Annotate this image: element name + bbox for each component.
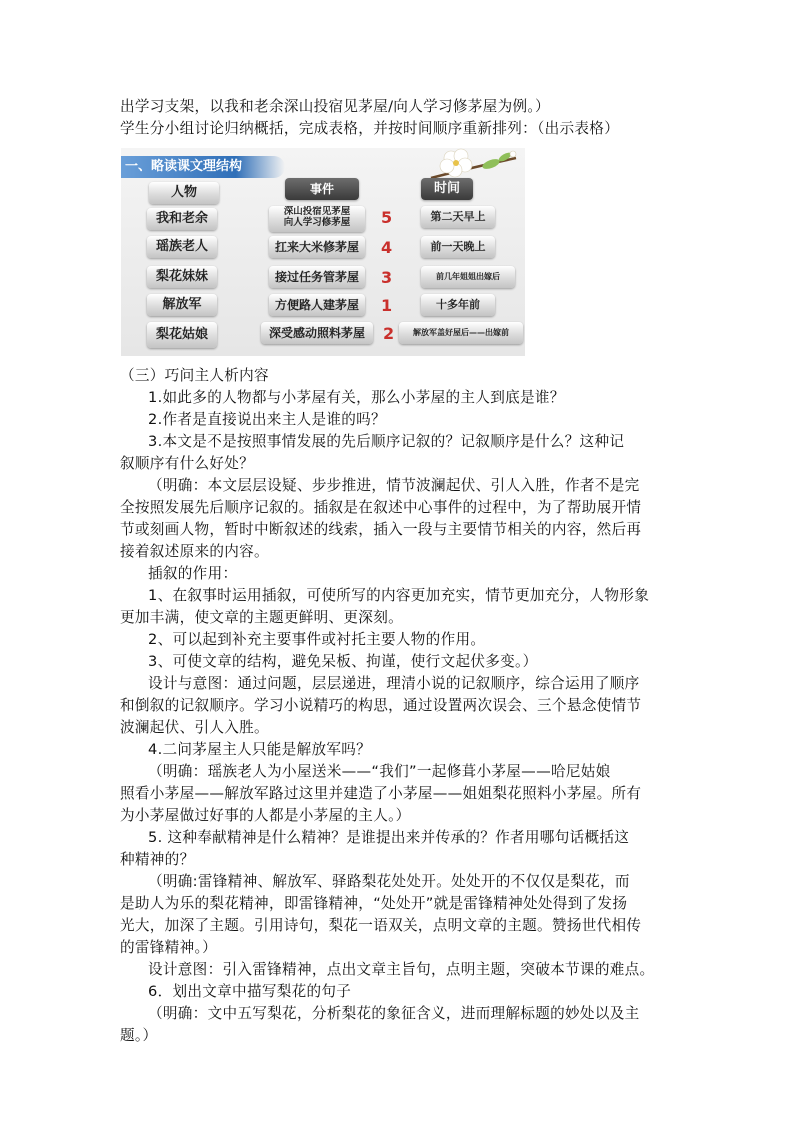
- text-line: 设计意图：引入雷锋精神，点出文章主旨句，点明主题，突破本节课的难点。: [148, 961, 655, 978]
- text-line: 接着叙述原来的内容。: [120, 543, 269, 560]
- slide-banner: 一、略读课文理结构: [121, 156, 285, 178]
- row-time: 第二天早上: [421, 206, 495, 228]
- header-person: 人物: [149, 182, 219, 204]
- text-line: 1.如此多的人物都与小茅屋有关，那么小茅屋的主人到底是谁？: [148, 389, 565, 406]
- text-line: 4.二问茅屋主人只能是解放军吗？: [148, 741, 372, 758]
- row-time: 前几年姐姐出嫁后: [421, 266, 515, 288]
- row-time: 十多年前: [421, 294, 495, 316]
- row-event: 深受感动照料茅屋: [261, 322, 373, 344]
- text-line: 出学习支架，以我和老余深山投宿见茅屋/向人学习修茅屋为例。）: [120, 98, 550, 115]
- structure-table-slide: [121, 148, 525, 356]
- row-event: 方便路人建茅屋: [269, 294, 365, 316]
- text-line: （明确:雷锋精神、解放军、驿路梨花处处开。处处开的不仅仅是梨花，而: [148, 873, 630, 890]
- row-event: 扛来大米修茅屋: [269, 236, 365, 258]
- text-line: 叙顺序有什么好处？: [120, 455, 255, 472]
- text-line: 学生分小组讨论归纳概括，完成表格，并按时间顺序重新排列：（出示表格）: [120, 120, 620, 137]
- row-order-number: 4: [381, 238, 393, 257]
- row-person: 瑶族老人: [147, 236, 217, 258]
- text-line: 更加丰满，使文章的主题更鲜明、更深刻。: [120, 609, 403, 626]
- text-line: （明确：瑶族老人为小屋送米——“我们”一起修葺小茅屋——哈尼姑娘: [148, 763, 611, 780]
- header-time: 时间: [421, 178, 473, 200]
- row-order-number: 1: [381, 296, 393, 315]
- text-line: （明确：本文层层设疑、步步推进，情节波澜起伏、引人入胜，作者不是完: [148, 477, 640, 494]
- text-line: 3、可使文章的结构，避免呆板、拘谨，使行文起伏多变。）: [148, 653, 538, 670]
- text-line: 2、可以起到补充主要事件或衬托主要人物的作用。: [148, 631, 486, 648]
- row-time: 解放军盖好屋后——出嫁前: [399, 322, 523, 344]
- row-order-number: 2: [383, 324, 395, 343]
- row-time: 前一天晚上: [421, 236, 495, 258]
- text-line: 设计与意图：通过问题，层层递进，理清小说的记叙顺序，综合运用了顺序: [148, 675, 640, 692]
- text-line: 3.本文是不是按照事情发展的先后顺序记叙的？记叙顺序是什么？这种记: [148, 433, 625, 450]
- text-line: （明确：文中五写梨花，分析梨花的象征含义，进而理解标题的妙处以及主: [148, 1005, 640, 1022]
- text-line: 全按照发展先后顺序记叙的。插叙是在叙述中心事件的过程中，为了帮助展开情: [120, 499, 642, 516]
- text-line: 6．划出文章中描写梨花的句子: [148, 983, 352, 1000]
- row-order-number: 3: [381, 268, 393, 287]
- text-line: 2.作者是直接说出来主人是谁的吗？: [148, 411, 386, 428]
- text-line: 5. 这种奉献精神是什么精神？是谁提出来并传承的？作者用哪句话概括这: [148, 829, 630, 846]
- row-event: 接过任务管茅屋: [269, 266, 365, 288]
- text-line: 为小茅屋做过好事的人都是小茅屋的主人。）: [120, 807, 411, 824]
- text-line: 波澜起伏、引人入胜。: [120, 719, 269, 736]
- row-person: 梨花姑娘: [147, 322, 217, 348]
- text-line: 照看小茅屋——解放军路过这里并建造了小茅屋——姐姐梨花照料小茅屋。所有: [120, 785, 642, 802]
- row-event: 深山投宿见茅屋 向人学习修茅屋: [269, 206, 365, 232]
- row-order-number: 5: [381, 208, 393, 227]
- row-person: 解放军: [147, 294, 217, 316]
- text-line: 光大，加深了主题。引用诗句，梨花一语双关，点明文章的主题。赞扬世代相传: [120, 917, 642, 934]
- text-line: 题。）: [120, 1027, 158, 1044]
- text-line: 种精神的？: [120, 851, 195, 868]
- text-line: 插叙的作用：: [148, 565, 238, 582]
- row-person: 我和老余: [147, 208, 217, 230]
- header-event: 事件: [285, 178, 359, 200]
- text-line: （三）巧问主人析内容: [120, 367, 269, 384]
- text-line: 是助人为乐的梨花精神，即雷锋精神，“处处开”就是雷锋精神处处得到了发扬: [120, 895, 628, 912]
- text-line: 1、在叙事时运用插叙，可使所写的内容更加充实，情节更加充分，人物形象: [148, 587, 650, 604]
- row-person: 梨花妹妹: [147, 266, 217, 288]
- text-line: 和倒叙的记叙顺序。学习小说精巧的构思，通过设置两次误会、三个悬念使情节: [120, 697, 642, 714]
- text-line: 的雷锋精神。）: [120, 939, 217, 956]
- text-line: 节或刻画人物，暂时中断叙述的线索，插入一段与主要情节相关的内容，然后再: [120, 521, 642, 538]
